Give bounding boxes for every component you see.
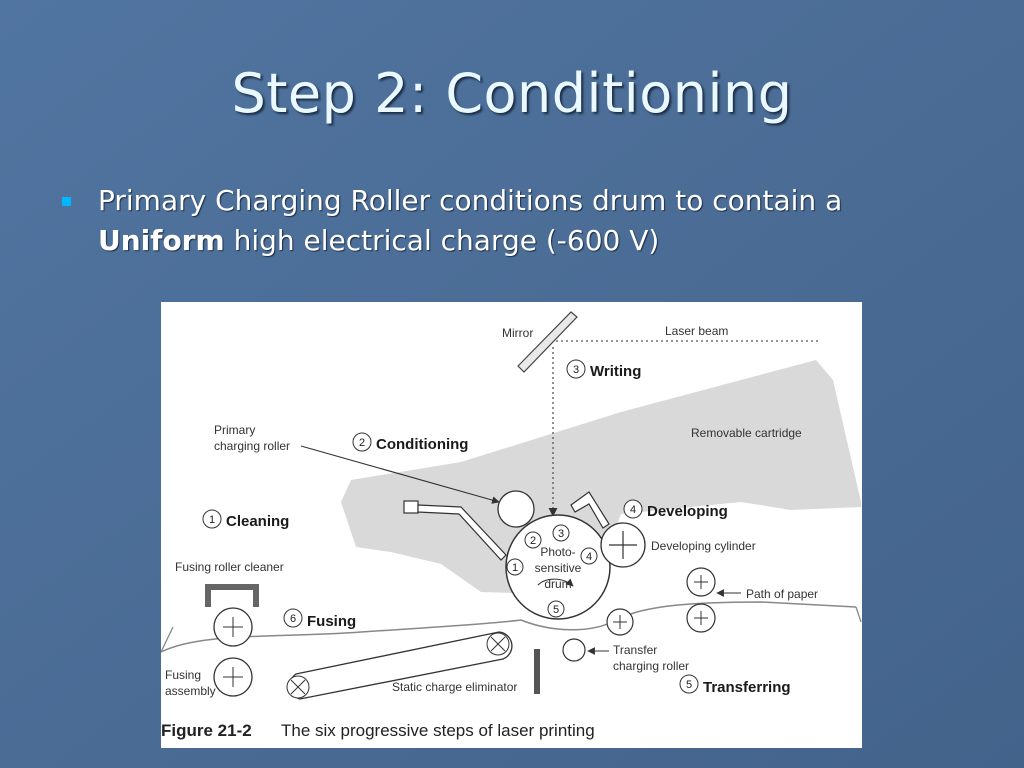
drum-num-5: 5 — [552, 604, 560, 616]
figure-caption-label: Figure 21-2 — [161, 721, 252, 740]
drum-num-2: 2 — [529, 535, 537, 547]
step-fusing-num: 6 — [289, 613, 297, 625]
laser-beam-label: Laser beam — [665, 324, 729, 338]
step-developing-num: 4 — [629, 504, 637, 516]
step-transferring — [680, 675, 791, 696]
step-writing-label: Writing — [590, 363, 642, 380]
fusing-roller-cleaner — [205, 584, 259, 607]
mirror-label: Mirror — [502, 326, 534, 340]
bullet-square-icon — [62, 197, 71, 206]
drum-label-2: sensitive — [534, 561, 582, 575]
paper-edge-right — [856, 607, 861, 622]
paper-feed-rollers — [687, 568, 715, 632]
static-charge-eliminator — [534, 649, 540, 694]
drum-label-3: drum — [544, 577, 572, 591]
bullet-text — [98, 181, 948, 261]
bullet-text-end: high electrical charge (-600 V) — [224, 224, 660, 257]
step-fusing — [284, 609, 356, 630]
step-cleaning-num: 1 — [208, 514, 216, 526]
step-cleaning-label: Cleaning — [226, 513, 290, 530]
mirror — [518, 312, 577, 372]
developing-cylinder-label: Developing cylinder — [651, 539, 756, 553]
step-fusing-label: Fusing — [307, 613, 357, 630]
developing-cylinder — [601, 523, 645, 567]
fusing-assembly-label-2: assembly — [165, 684, 216, 698]
step-transferring-num: 5 — [685, 679, 693, 691]
step-transferring-label: Transferring — [703, 679, 791, 696]
primary-roller-label-2: charging roller — [214, 439, 291, 453]
slide-title: Step 2: Conditioning — [231, 62, 793, 125]
drum-num-3: 3 — [557, 528, 565, 540]
drum-label-1: Photo- — [540, 545, 576, 559]
primary-charging-roller — [498, 491, 534, 527]
removable-cartridge-label: Removable cartridge — [691, 426, 802, 440]
fusing-rollers — [214, 608, 252, 696]
bullet-text-start: Primary Charging Roller conditions drum to contain a — [98, 184, 843, 217]
bullet-bold-word: Uniform — [98, 224, 225, 257]
laser-printing-diagram — [161, 302, 862, 748]
figure-caption-text: The six progressive steps of laser printing — [281, 721, 595, 740]
step-conditioning-num: 2 — [358, 437, 366, 449]
step-developing — [624, 500, 728, 520]
transfer-roller-label-1: Transfer — [613, 643, 658, 657]
drum-num-4: 4 — [585, 551, 593, 563]
transfer-roller-plus — [607, 609, 633, 635]
static-eliminator-label: Static charge eliminator — [392, 680, 518, 694]
primary-roller-label-1: Primary — [214, 423, 256, 437]
transfer-charging-roller — [563, 639, 585, 661]
step-conditioning-label: Conditioning — [376, 436, 469, 453]
transfer-roller-label-2: charging roller — [613, 659, 690, 673]
step-writing-num: 3 — [572, 364, 580, 376]
fusing-cleaner-label: Fusing roller cleaner — [175, 560, 284, 574]
step-conditioning — [353, 433, 468, 453]
path-of-paper-label: Path of paper — [746, 587, 819, 601]
step-writing — [567, 360, 641, 380]
step-developing-label: Developing — [647, 503, 728, 520]
laser-printing-figure — [161, 302, 862, 748]
step-cleaning — [203, 510, 289, 530]
drum-num-1: 1 — [511, 562, 519, 574]
fusing-assembly-label-1: Fusing — [165, 668, 202, 682]
